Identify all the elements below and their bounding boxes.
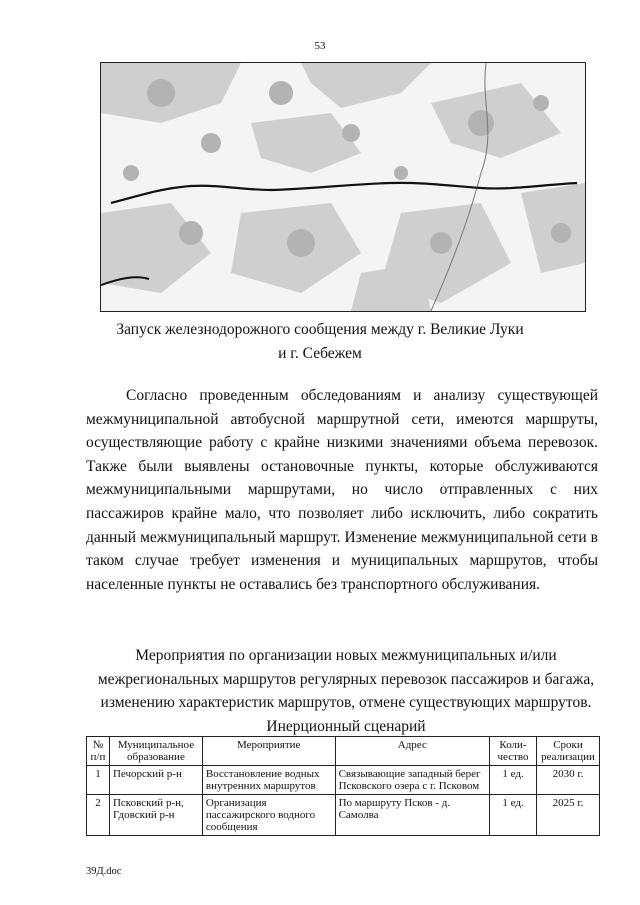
- railway-map-image: [100, 62, 586, 312]
- cell-action: Восстановление водных внутренних маршрутов: [202, 766, 335, 795]
- cell-municipality: Печорский р-н: [109, 766, 202, 795]
- table-title: Мероприятия по организации новых межмуниципальных и/или межрегиональных маршрутов регулярных перевозок пассажиров и багажа, изменению характеристик маршрутов, отмене существующих маршрутов. Инерционный сценарий: [97, 647, 595, 735]
- cell-action: Организация пассажирского водного сообщения: [202, 795, 335, 836]
- cell-term: 2030 г.: [536, 766, 599, 795]
- cell-num: 2: [87, 795, 110, 836]
- cell-municipality: Псковский р-н, Гдовский р-н: [109, 795, 202, 836]
- file-name-footer: 39Д.doc: [86, 866, 122, 877]
- page-number: 53: [314, 40, 326, 52]
- caption-line-1: Запуск железнодорожного сообщения между г. Великие Луки: [116, 321, 524, 338]
- cell-term: 2025 г.: [536, 795, 599, 836]
- body-paragraph: Согласно проведенным обследованиям и анализу существующей межмуниципальной автобусной маршрутной сети, имеются маршруты, осуществляющие работу с крайне низкими значениями объема перевозок. Также были выявлены остановочные пункты, которые обслуживаются межмуниципальными маршрутами, но число отправленных с них пассажиров крайне мало, что позволяет либо исключить, либо сократить данный межмуниципальный маршрут. Изменение межмуниципальной сети в таком случае требует изменения и муниципальных маршрутов, чтобы населенные пункты не оставались без транспортного обслуживания.: [86, 387, 598, 593]
- table-row: [87, 766, 600, 795]
- header-address: Адрес: [335, 737, 489, 766]
- header-term: Сроки реализации: [536, 737, 599, 766]
- railway-map-graphic: [101, 63, 585, 311]
- body-text: [86, 384, 598, 596]
- header-action: Мероприятие: [202, 737, 335, 766]
- cell-address: Связывающие западный берег Псковского озера с г. Псковом: [335, 766, 489, 795]
- figure-caption: [80, 318, 560, 366]
- cell-num: 1: [87, 766, 110, 795]
- header-quantity: Коли-чество: [490, 737, 537, 766]
- header-num: № п/п: [87, 737, 110, 766]
- cell-quantity: 1 ед.: [490, 795, 537, 836]
- header-municipality: Муниципальное образование: [109, 737, 202, 766]
- cell-quantity: 1 ед.: [490, 766, 537, 795]
- caption-line-2: и г. Себежем: [278, 345, 362, 362]
- routes-table: [86, 736, 600, 836]
- table-header-row: [87, 737, 600, 766]
- cell-address: По маршруту Псков - д. Самолва: [335, 795, 489, 836]
- table-row: [87, 795, 600, 836]
